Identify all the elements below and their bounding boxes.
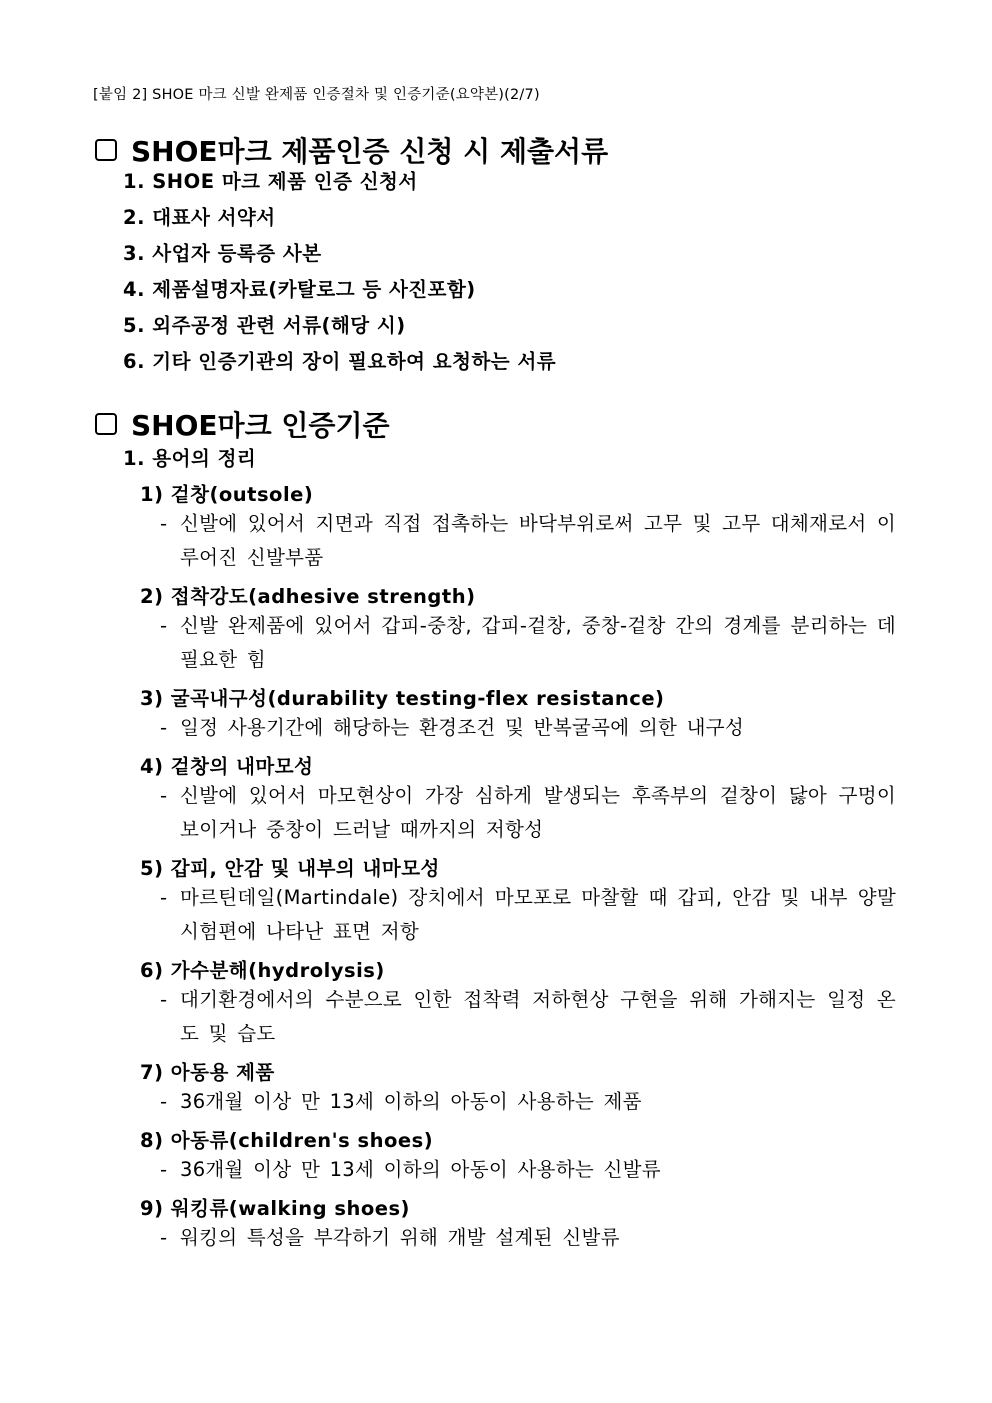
dash-marker: - [160, 988, 168, 1011]
subsection-heading: 1. 용어의 정리 [123, 447, 257, 470]
term-description-text: 신발에 있어서 마모현상이 가장 심하게 발생되는 후족부의 겉창이 닳아 구멍이 보이거나 중창이 드러날 때까지의 저항성 [180, 784, 896, 841]
term-description [160, 1153, 896, 1187]
term-description [160, 1221, 896, 1255]
term-heading: 9) 워킹류(walking shoes) [140, 1197, 410, 1220]
term-heading: 4) 겉창의 내마모성 [140, 755, 314, 778]
dash-marker: - [160, 784, 168, 807]
section-title-text: SHOE마크 제품인증 신청 시 제출서류 [131, 135, 609, 168]
term-description-text: 대기환경에서의 수분으로 인한 접착력 저하현상 구현을 위해 가해지는 일정 온도 및 습도 [180, 988, 896, 1045]
term-heading: 8) 아동류(children's shoes) [140, 1129, 434, 1152]
dash-marker: - [160, 1090, 168, 1113]
term-description [160, 983, 896, 1051]
section-title-criteria [95, 404, 390, 444]
document-item: 5. 외주공정 관련 서류(해당 시) [123, 314, 406, 337]
term-description-text: 일정 사용기간에 해당하는 환경조건 및 반복굴곡에 의한 내구성 [180, 716, 745, 739]
checkbox-square-icon [95, 413, 117, 435]
document-item: 4. 제품설명자료(카탈로그 등 사진포함) [123, 278, 476, 301]
term-description [160, 1085, 896, 1119]
dash-marker: - [160, 512, 168, 535]
term-description [160, 507, 896, 575]
term-description-text: 신발 완제품에 있어서 갑피-중창, 갑피-겉창, 중창-겉창 간의 경계를 분리하는 데 필요한 힘 [180, 614, 896, 671]
term-heading: 1) 겉창(outsole) [140, 483, 314, 506]
term-description [160, 609, 896, 677]
section-title-text: SHOE마크 인증기준 [131, 409, 390, 442]
document-item: 1. SHOE 마크 제품 인증 신청서 [123, 170, 418, 193]
term-description-text: 신발에 있어서 지면과 직접 접촉하는 바닥부위로써 고무 및 고무 대체재로서 이루어진 신발부품 [180, 512, 896, 569]
dash-marker: - [160, 1158, 168, 1181]
term-description-text: 36개월 이상 만 13세 이하의 아동이 사용하는 제품 [180, 1090, 642, 1113]
dash-marker: - [160, 716, 168, 739]
term-heading: 5) 갑피, 안감 및 내부의 내마모성 [140, 857, 440, 880]
section-title-documents [95, 130, 608, 170]
document-item: 6. 기타 인증기관의 장이 필요하여 요청하는 서류 [123, 350, 557, 373]
dash-marker: - [160, 614, 168, 637]
term-description [160, 711, 896, 745]
term-heading: 3) 굴곡내구성(durability testing-flex resistance) [140, 687, 665, 710]
document-item: 2. 대표사 서약서 [123, 206, 276, 229]
term-description-text: 워킹의 특성을 부각하기 위해 개발 설계된 신발류 [180, 1226, 620, 1249]
checkbox-square-icon [95, 139, 117, 161]
document-item: 3. 사업자 등록증 사본 [123, 242, 322, 265]
term-description [160, 779, 896, 847]
term-description-text: 36개월 이상 만 13세 이하의 아동이 사용하는 신발류 [180, 1158, 661, 1181]
term-heading: 6) 가수분해(hydrolysis) [140, 959, 385, 982]
term-heading: 7) 아동용 제품 [140, 1061, 275, 1084]
term-description-text: 마르틴데일(Martindale) 장치에서 마모포로 마찰할 때 갑피, 안감 및 내부 양말 시험편에 나타난 표면 저항 [180, 886, 896, 943]
term-description [160, 881, 896, 949]
term-heading: 2) 접착강도(adhesive strength) [140, 585, 476, 608]
attachment-header: [붙임 2] SHOE 마크 신발 완제품 인증절차 및 인증기준(요약본)(2/7) [93, 87, 540, 103]
dash-marker: - [160, 886, 168, 909]
dash-marker: - [160, 1226, 168, 1249]
